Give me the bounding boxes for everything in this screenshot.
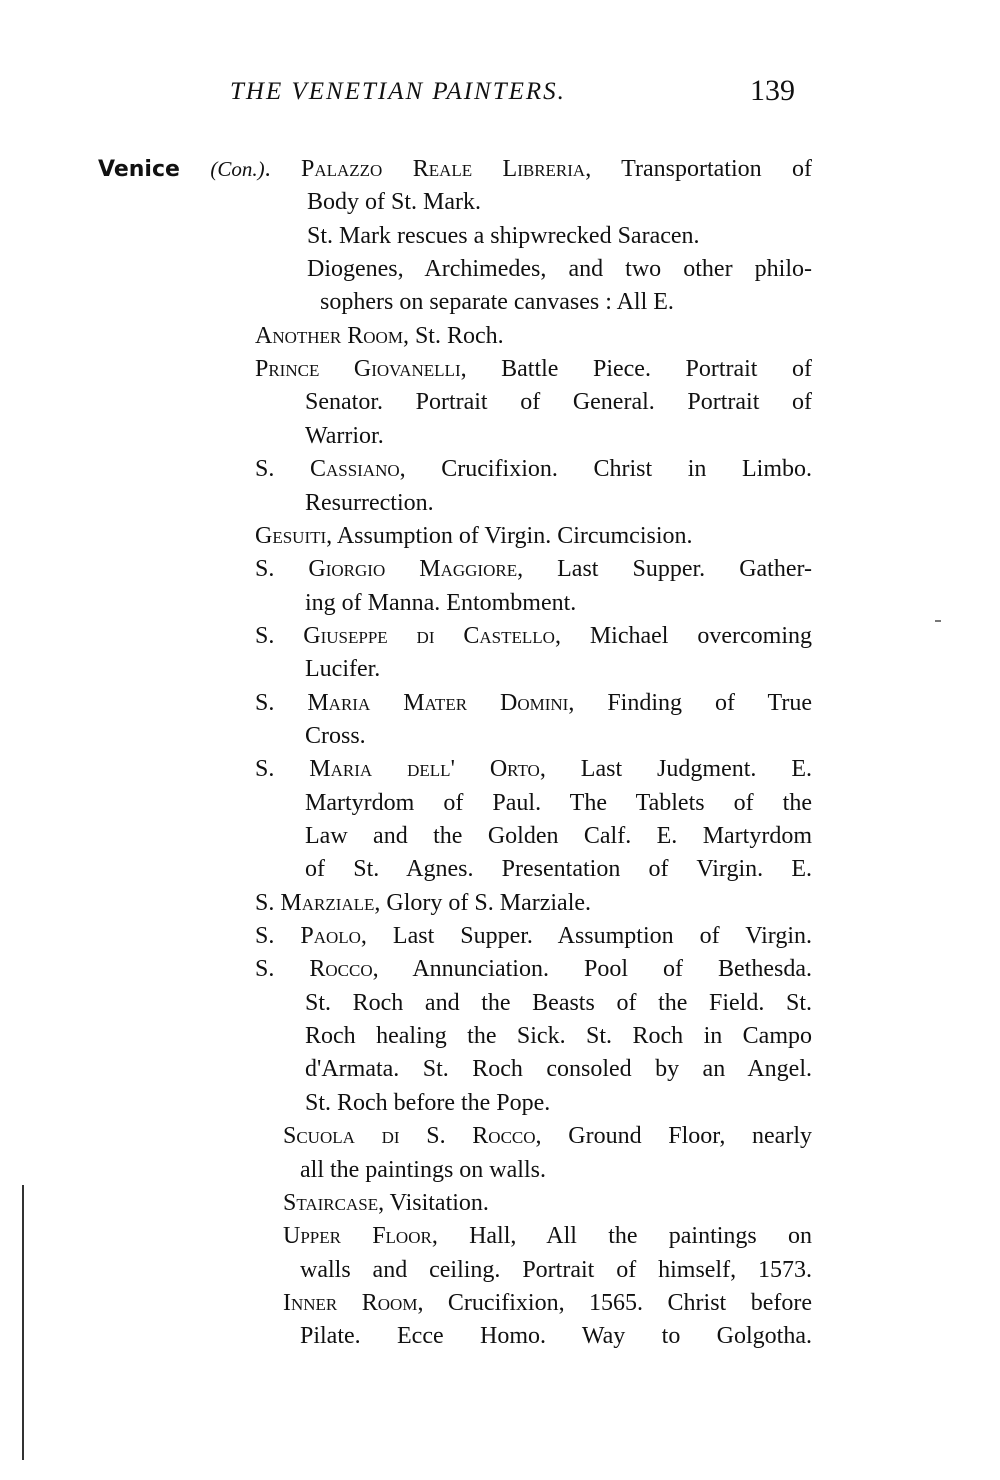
text-line	[305, 387, 812, 417]
text-segment: S.	[399, 1123, 473, 1150]
text-line	[307, 187, 481, 217]
place-name: Rocco	[472, 1123, 536, 1150]
page-number: 139	[750, 74, 795, 107]
text-segment: S.	[255, 923, 301, 950]
text-segment: , Finding of True	[568, 689, 812, 716]
text-line	[255, 454, 812, 484]
text-line	[283, 1221, 812, 1251]
text-line	[305, 588, 576, 618]
text-line	[305, 488, 434, 518]
text-line	[255, 921, 812, 951]
text-segment: Body of St. Mark.	[307, 189, 481, 216]
text-segment: d'Armata. St. Roch consoled by an Angel.	[305, 1056, 812, 1083]
text-line	[283, 1288, 812, 1318]
text-segment: , Assumption of Virgin. Circumcision.	[326, 522, 693, 549]
text-segment: Resurrection.	[305, 489, 434, 516]
city-heading: Venice	[98, 157, 180, 182]
scan-speck	[935, 620, 941, 622]
text-line	[283, 1121, 812, 1151]
text-segment: Pilate. Ecce Homo. Way to Golgotha.	[300, 1323, 812, 1350]
text-line	[307, 221, 700, 251]
text-line	[305, 821, 812, 851]
place-name: Paolo	[300, 923, 361, 950]
place-name: Prince Giovanelli	[255, 356, 461, 383]
place-name: Cassiano	[309, 456, 400, 483]
text-segment: S.	[255, 456, 310, 483]
text-segment: walls and ceiling. Portrait of himself, 1573.	[300, 1256, 812, 1283]
text-line	[255, 354, 812, 384]
text-segment: , Ground Floor, nearly	[535, 1123, 812, 1150]
text-line	[98, 154, 812, 185]
text-segment: Warrior.	[305, 422, 384, 449]
text-line	[305, 1088, 550, 1118]
text-segment: , Michael overcoming	[554, 622, 812, 649]
text-line	[305, 988, 812, 1018]
place-name: Giuseppe di Castello	[303, 622, 555, 649]
text-segment: S.	[255, 622, 304, 649]
text-segment: , Last Judgment. E.	[539, 756, 812, 783]
text-segment	[180, 156, 210, 182]
text-line	[307, 254, 812, 284]
text-segment: .	[264, 156, 301, 182]
text-segment: St. Mark rescues a shipwrecked Saracen.	[307, 222, 700, 249]
place-name: Maria dell' Orto	[309, 756, 540, 783]
text-line	[305, 421, 384, 451]
text-segment: ing of Manna. Entombment.	[305, 589, 577, 616]
text-segment: of St. Agnes. Presentation of Virgin. E.	[305, 856, 812, 883]
text-line	[255, 554, 812, 584]
text-segment: S.	[255, 689, 308, 716]
text-segment: , Hall, All the paintings on	[431, 1223, 812, 1250]
place-name: Upper Floor	[283, 1223, 432, 1250]
text-segment: , Battle Piece. Portrait of	[460, 356, 812, 383]
text-segment: St. Roch and the Beasts of the Field. St.	[305, 989, 812, 1016]
text-segment: Roch healing the Sick. St. Roch in Campo	[305, 1023, 812, 1050]
text-segment: S.	[255, 556, 309, 583]
place-name: Giorgio Maggiore	[308, 556, 518, 583]
text-segment: , Transportation of	[585, 156, 813, 182]
text-segment: , St. Roch.	[402, 322, 504, 349]
text-line	[300, 1255, 812, 1285]
text-segment: , Crucifixion. Christ in Limbo.	[399, 456, 812, 483]
text-line	[255, 621, 812, 651]
text-line	[255, 688, 812, 718]
place-name: Marziale	[280, 889, 375, 916]
text-segment: , Last Supper. Gather-	[517, 556, 813, 583]
place-name: Inner Room	[283, 1289, 418, 1316]
place-name: Another Room	[255, 322, 403, 349]
place-name: Rocco	[309, 956, 373, 983]
text-segment: (Con.)	[210, 157, 265, 181]
text-line	[255, 754, 812, 784]
place-name: Gesuiti	[255, 522, 327, 549]
text-segment: Diogenes, Archimedes, and two other philo-	[307, 256, 812, 283]
text-line	[255, 321, 504, 351]
text-segment: , Crucifixion, 1565. Christ before	[417, 1289, 812, 1316]
place-name: Maria Mater Domini	[307, 689, 569, 716]
text-segment: , Annunciation. Pool of Bethesda.	[372, 956, 812, 983]
text-line	[255, 521, 693, 551]
text-line	[305, 854, 812, 884]
text-line	[305, 721, 366, 751]
text-segment: Martyrdom of Paul. The Tablets of the	[305, 789, 812, 816]
place-name: Staircase	[283, 1189, 379, 1216]
text-line	[255, 888, 591, 918]
text-line	[283, 1188, 489, 1218]
text-segment: Senator. Portrait of General. Portrait of	[305, 389, 812, 416]
text-line	[300, 1155, 546, 1185]
place-name: Palazzo Reale Libreria	[300, 156, 586, 182]
text-segment: S.	[255, 756, 310, 783]
text-segment: sophers on separate canvases : All E.	[320, 289, 674, 316]
text-segment: S.	[255, 956, 310, 983]
text-segment: Lucifer.	[305, 656, 381, 683]
place-name: Scuola di	[283, 1123, 400, 1150]
text-line	[300, 1321, 812, 1351]
scan-edge-mark	[22, 1185, 24, 1460]
text-line	[305, 788, 812, 818]
text-line	[255, 954, 812, 984]
text-segment: , Last Supper. Assumption of Virgin.	[360, 923, 812, 950]
text-line	[305, 1054, 812, 1084]
text-segment: Law and the Golden Calf. E. Martyrdom	[305, 823, 812, 849]
running-title: THE VENETIAN PAINTERS.	[230, 78, 566, 105]
text-line	[305, 654, 380, 684]
text-segment: S.	[255, 889, 281, 916]
text-segment: , Visitation.	[378, 1189, 489, 1216]
text-segment: Cross.	[305, 722, 366, 749]
text-segment: , Glory of S. Marziale.	[374, 889, 592, 916]
text-line	[305, 1021, 812, 1051]
text-segment: all the paintings on walls.	[300, 1156, 546, 1183]
text-segment: St. Roch before the Pope.	[305, 1089, 551, 1116]
text-line	[320, 287, 674, 317]
